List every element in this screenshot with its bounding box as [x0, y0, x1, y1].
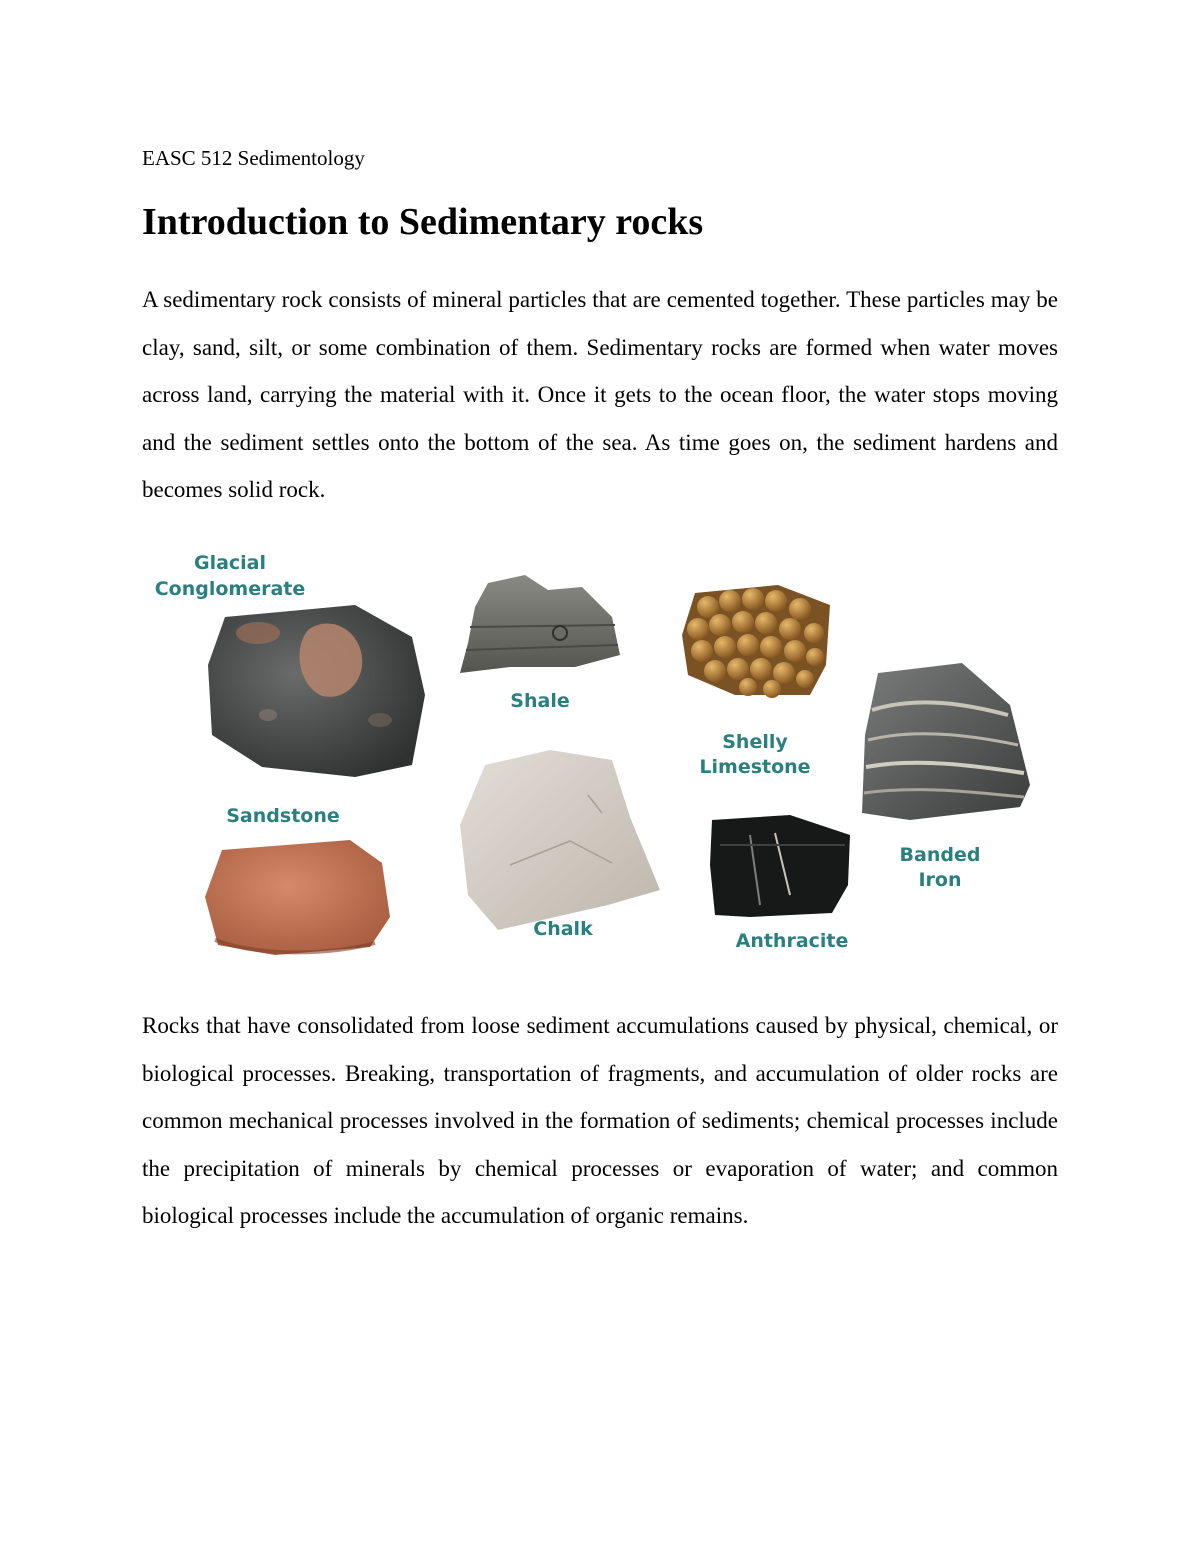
sandstone-rock: [205, 840, 390, 955]
shale-rock: [460, 575, 620, 673]
label-glacial-line1: Glacial: [193, 552, 267, 574]
rocks-illustration: [150, 545, 1050, 965]
label-sandstone: Sandstone: [226, 805, 340, 827]
banded-iron-rock: [862, 663, 1030, 820]
anthracite-rock: [710, 815, 850, 917]
label-shelly-line1: Shelly: [722, 731, 788, 753]
label-anthracite: Anthracite: [735, 930, 849, 952]
label-shelly-line2: Limestone: [699, 756, 811, 778]
sedimentary-rocks-figure: [150, 545, 1050, 965]
shelly-limestone-rock: [682, 585, 830, 698]
label-glacial-line2: Conglomerate: [154, 578, 306, 600]
course-header: EASC 512 Sedimentology: [142, 146, 365, 170]
intro-paragraph: A sedimentary rock consists of mineral particles that are cemented together. These particles may be clay, sand, silt, or some combination of them. Sedimentary rocks are formed when water moves across land, carrying the material with it. Once it gets to the ocean floor, the water stops moving and the sediment settles onto the bottom of the sea. As time goes on, the sediment hardens and becomes solid rock.: [142, 287, 1058, 502]
label-shale: Shale: [510, 690, 570, 712]
label-chalk: Chalk: [533, 918, 593, 940]
label-banded-line1: Banded: [899, 844, 981, 866]
page-title: Introduction to Sedimentary rocks: [142, 201, 704, 243]
label-banded-line2: Iron: [918, 869, 962, 891]
glacial-conglomerate-rock: [208, 605, 425, 777]
chalk-rock: [460, 750, 660, 930]
processes-paragraph: Rocks that have consolidated from loose sediment accumulations caused by physical, chemical, or biological processes. Breaking, transportation of fragments, and accumulation of older rocks are common mechanical processes involved in the formation of sediments; chemical processes include the precipitation of minerals by chemical processes or evaporation of water; and common biological processes include the accumulation of organic remains.: [142, 1013, 1058, 1228]
